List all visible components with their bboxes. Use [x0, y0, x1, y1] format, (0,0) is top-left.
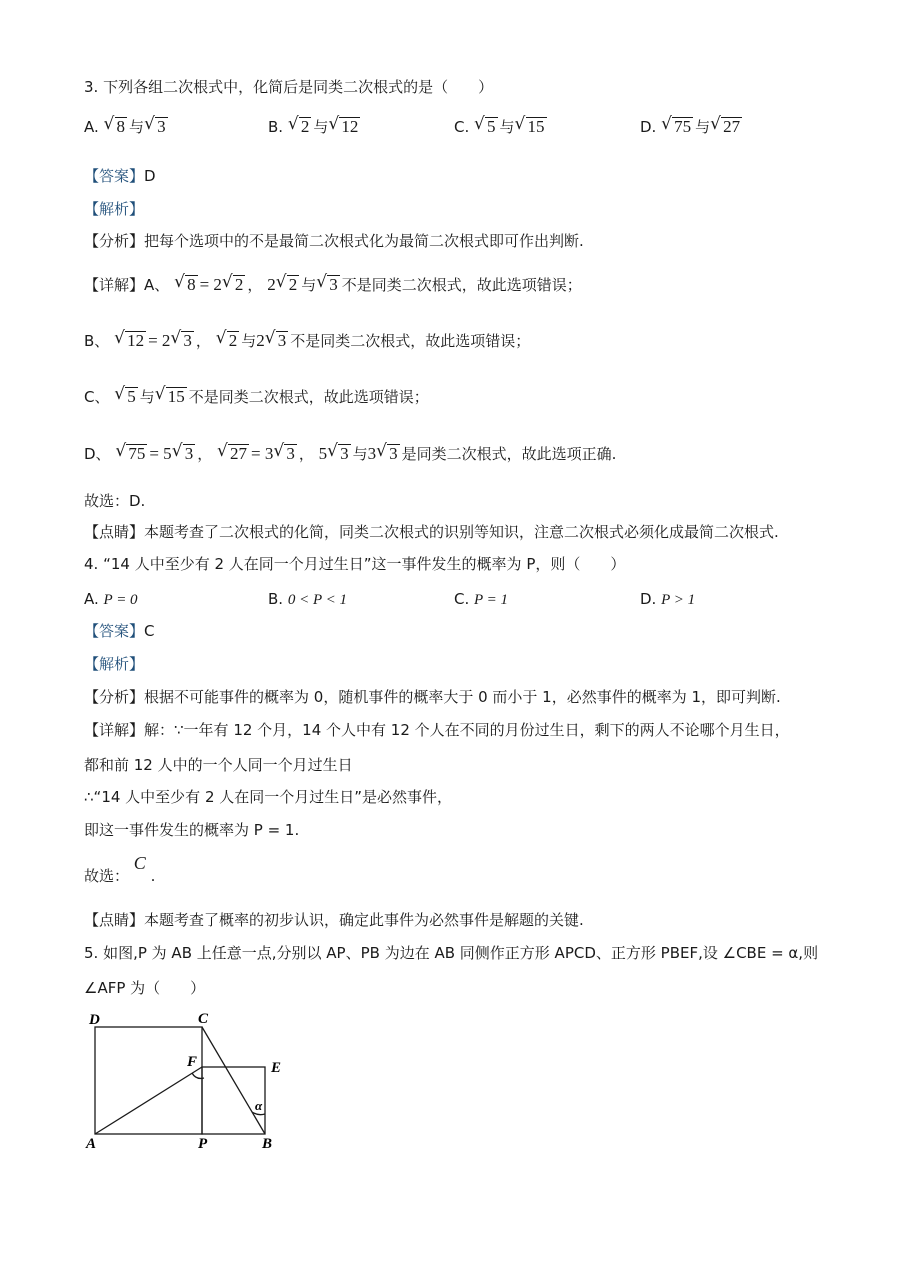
answer-value: C	[144, 622, 155, 640]
square-apcd	[95, 1027, 202, 1134]
label-b: B	[262, 1136, 273, 1152]
q3-choice: 故选：D.	[84, 492, 146, 510]
q3-option-a[interactable]: A. √ 8 与√ 3	[84, 117, 170, 137]
q4-fenxi: 【分析】根据不可能事件的概率为 0，随机事件的概率大于 0 而小于 1，必然事件的概率为 1，即可判断.	[84, 688, 781, 706]
q4-choice: 故选： C .	[84, 853, 156, 885]
answer-value: D	[144, 167, 156, 185]
q4-detail-2: 都和前 12 人中的一个人同一个月过生日	[84, 756, 353, 774]
q4-option-b[interactable]: B. 0 < P < 1	[268, 590, 347, 608]
label-c: C	[198, 1011, 209, 1027]
angle-afp-arc	[192, 1073, 204, 1078]
q4-stem: 4. “14 人中至少有 2 人在同一个月过生日”这一事件发生的概率为 P，则（ ）	[84, 555, 626, 573]
angle-alpha-arc	[252, 1112, 265, 1115]
label-alpha: α	[255, 1098, 263, 1113]
label-e: E	[271, 1060, 282, 1076]
q3-fenxi: 【分析】把每个选项中的不是最简二次根式化为最简二次根式即可作出判断.	[84, 232, 584, 250]
label-a: A	[86, 1136, 97, 1152]
label-f: F	[187, 1054, 198, 1070]
square-pbef	[202, 1067, 265, 1134]
q3-detail-d: D、 √ 75 = 5√ 3 ， √ 27 = 3√ 3 ， 5√ 3 与3√ 3 是同类二次根式，故此选项正确.	[84, 444, 616, 464]
q3-option-c[interactable]: C. √ 5 与√ 15	[454, 117, 549, 137]
q5-stem-line1: 5. 如图,P 为 AB 上任意一点,分别以 AP、PB 为边在 AB 同侧作正方形 APCD、正方形 PBEF,设 ∠CBE = α,则	[84, 944, 819, 962]
q3-stem: 3. 下列各组二次根式中，化简后是同类二次根式的是（ ）	[84, 78, 494, 96]
q3-option-d[interactable]: D. √ 75 与√ 27	[640, 117, 744, 137]
q4-answer	[84, 621, 155, 641]
segment-af	[95, 1067, 202, 1134]
q3-answer	[84, 166, 156, 186]
answer-tag: 【答案】	[84, 622, 145, 640]
q3-analysis-tag: 【解析】	[84, 200, 145, 218]
q4-option-c[interactable]: C. P = 1	[454, 590, 509, 608]
q4-detail-4: 即这一事件发生的概率为 P = 1.	[84, 821, 300, 839]
q3-dianjing: 【点睛】本题考查了二次根式的化简，同类二次根式的识别等知识，注意二次根式必须化成最简二次根式.	[84, 523, 779, 541]
label-p: P	[198, 1136, 208, 1152]
q4-option-a[interactable]: A. P = 0	[84, 590, 138, 608]
label-d: D	[89, 1012, 100, 1028]
q5-stem-line2: ∠AFP 为（ ）	[84, 979, 206, 997]
answer-tag: 【答案】	[84, 167, 145, 185]
q4-detail-1: 【详解】解：∵一年有 12 个月，14 个人中有 12 个人在不同的月份过生日，剩下的两人不论哪个月生日，	[84, 721, 790, 739]
q4-detail-3: ∴“14 人中至少有 2 人在同一个月过生日”是必然事件，	[84, 788, 453, 806]
q4-analysis-tag: 【解析】	[84, 655, 145, 673]
segment-cb	[202, 1027, 265, 1134]
q3-option-b[interactable]: B. √ 2 与√ 12	[268, 117, 362, 137]
q3-detail-b: B、 √ 12 = 2√ 3 ， √ 2 与2√ 3 不是同类二次根式，故此选项错误；	[84, 331, 530, 351]
q4-option-d[interactable]: D. P > 1	[640, 590, 696, 608]
q4-dianjing: 【点睛】本题考查了概率的初步认识，确定此事件为必然事件是解题的关键.	[84, 911, 584, 929]
q3-detail-c: C、 √ 5 与√ 15 不是同类二次根式，故此选项错误；	[84, 387, 429, 407]
q3-detail-a: 【详解】A、 √ 8 = 2√ 2 ， 2√ 2 与√ 3 不是同类二次根式，故此选项错误；	[84, 275, 582, 295]
